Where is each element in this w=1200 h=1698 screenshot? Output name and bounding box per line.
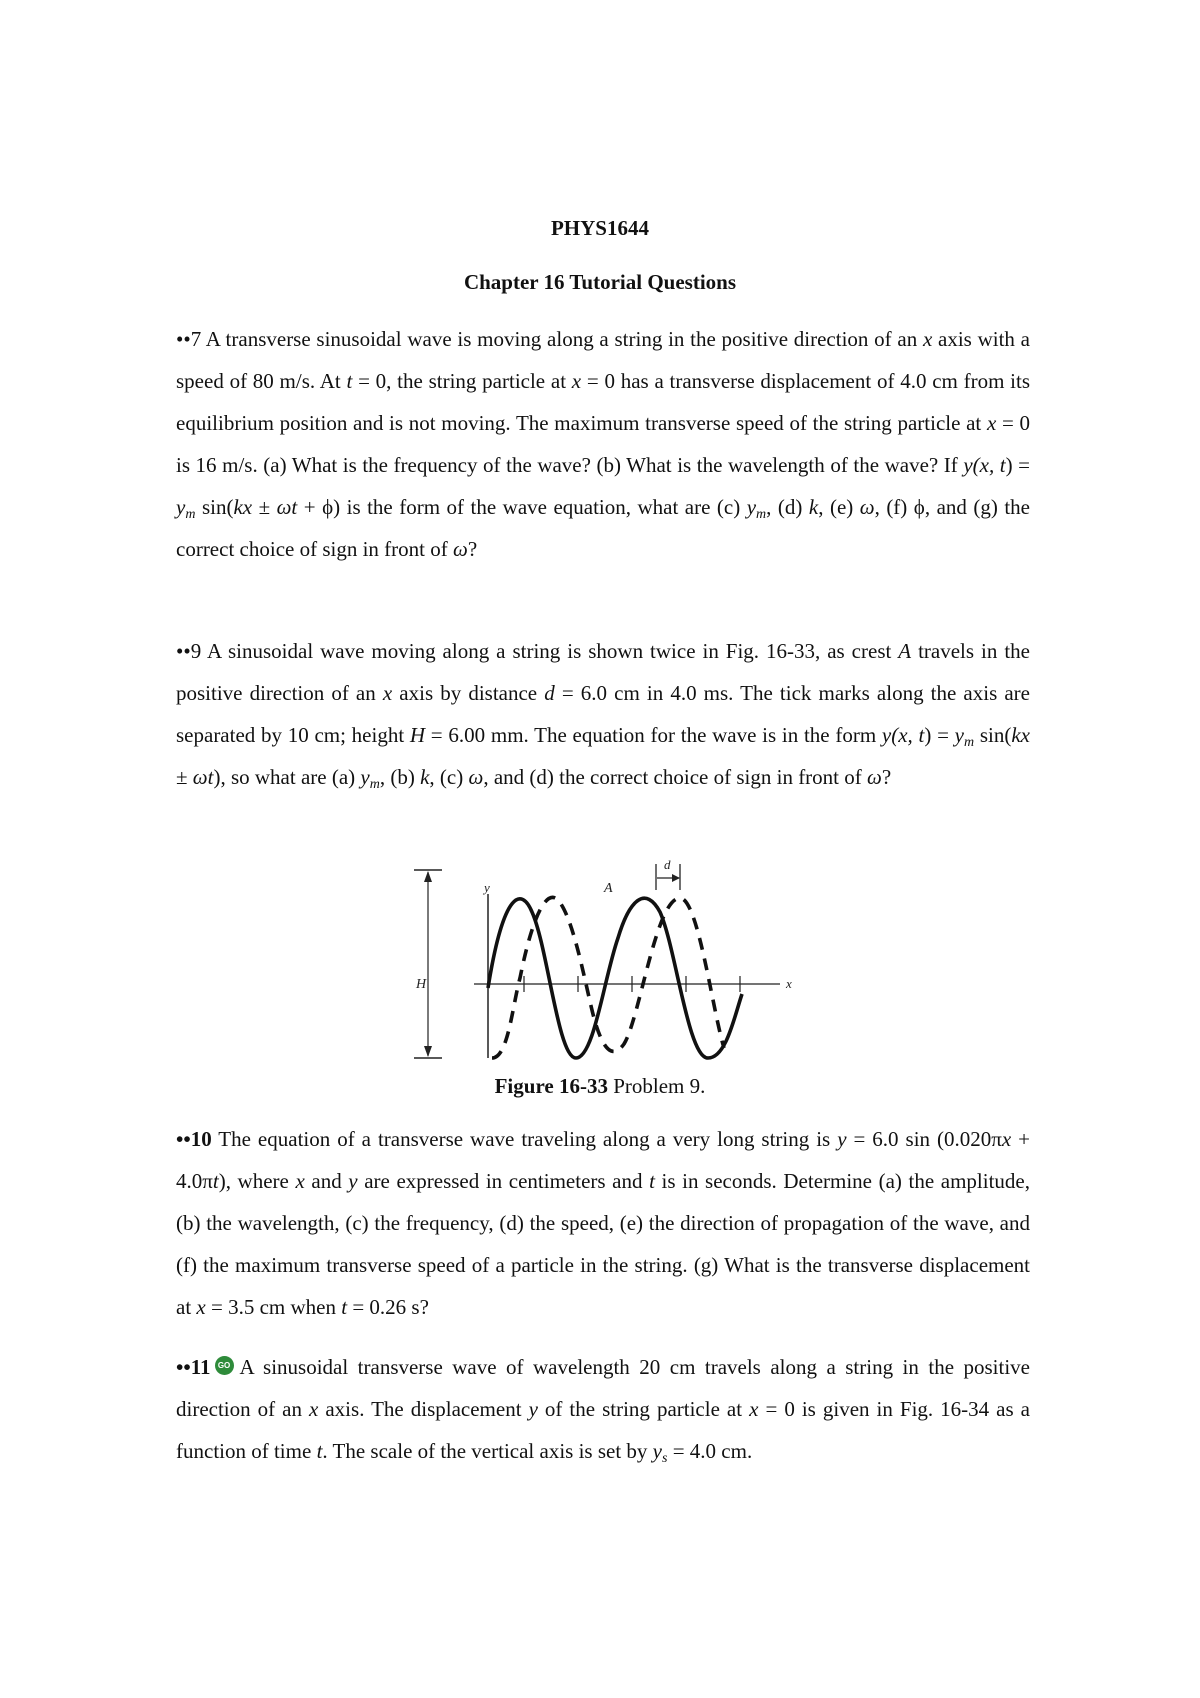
x-axis-label: x xyxy=(786,976,792,991)
d-label: d xyxy=(664,858,671,872)
crest-label: A xyxy=(604,881,613,896)
solid-wave xyxy=(488,898,742,1058)
height-label: H xyxy=(416,977,427,992)
problem-7: ••7 A transverse sinusoidal wave is moving along a string in the positive direction of an x axis with a speed of 80 m/s. At t = 0, the string particle at x = 0 has a transverse displacement of 4.0 cm from its equilibrium position and is not moving. The maximum transverse speed of the string particle at x = 0 is 16 m/s. (a) What is the frequency of the wave? (b) What is the wavelength of the wave? If y(x, $t) = y_m$ sin(kx ± ωt + ϕ) is the form of the wave equation, what are (c) $y_m$, (d) k, (e) ω, (f) ϕ, and (g) the correct choice of sign in front of ω? xyxy=(176,327,1031,561)
problem-number: ••11 xyxy=(176,1355,211,1379)
problem-number: ••9 xyxy=(176,639,202,663)
problem-number: ••10 xyxy=(176,1127,212,1151)
wave-figure xyxy=(408,858,800,1066)
d-arrow-head xyxy=(672,874,680,882)
problem-number: ••7 xyxy=(176,327,202,351)
figure-caption: Figure 16-33 Problem 9. xyxy=(494,1074,706,1098)
course-code: PHYS1644 xyxy=(550,216,649,240)
height-arrow-bottom xyxy=(424,1046,432,1057)
page-title: Chapter 16 Tutorial Questions xyxy=(463,270,737,294)
problem-11: ••11 GO A sinusoidal transverse wave of wavelength 20 cm travels along a string in the positive direction of an x axis. The displacement y of the string particle at x = 0 is given in Fig. 16-34 as a function of time t. The scale of the vertical axis is set by $y_s = 4.0$ cm. xyxy=(176,1355,1031,1466)
y-axis-label: y xyxy=(484,880,490,895)
problem-10: ••10 The equation of a transverse wave traveling along a very long string is y = 6.0 sin (0.020πx + 4.0πt), where x and y are expressed in centimeters and t is in seconds. Determine (a) the amplitude, (b) the wavelength, (c) the frequency, (d) the speed, (e) the direction of propagation of the wave, and (f) the maximum transverse speed of a particle in the string. (g) What is the transverse displacement at x = 3.5 cm when t = 0.26 s? xyxy=(176,1127,1030,1319)
problem-9: ••9 A sinusoidal wave moving along a string is shown twice in Fig. 16-33, as crest A travels in the positive direction of an x axis by distance d = 6.0 cm in 4.0 ms. The tick marks along the axis are separated by 10 cm; height H = 6.00 mm. The equation for the wave is in the form y(x, $t) = y_m$ sin(kx ± ωt), so what are (a) $y_m$, (b) k, (c) ω, and (d) the correct choice of sign in front of ω? xyxy=(176,639,1030,792)
go-tutorial-icon: GO xyxy=(215,1356,234,1375)
height-arrow-top xyxy=(424,871,432,882)
